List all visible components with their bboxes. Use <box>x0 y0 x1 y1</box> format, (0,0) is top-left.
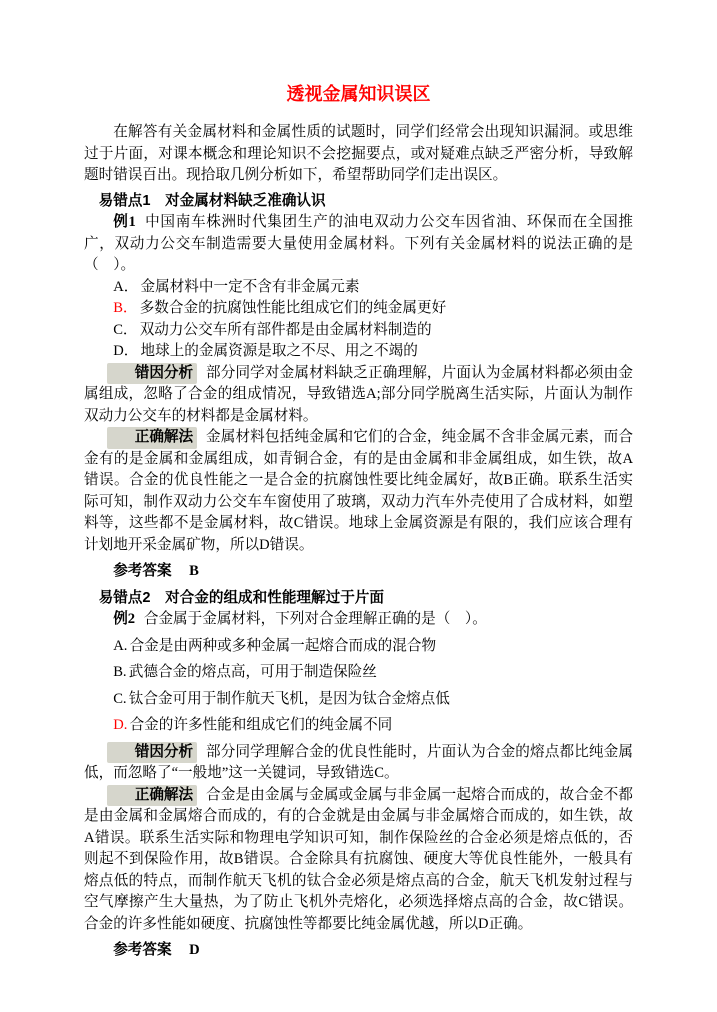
section2-option-d <box>113 715 633 737</box>
option-text: 多数合金的抗腐蚀性能比组成它们的纯金属更好 <box>139 300 447 316</box>
section2-heading: 易错点2 对合金的组成和性能理解过于片面 <box>98 589 384 606</box>
option-letter: C. <box>113 690 127 707</box>
solution-label: 正确解法 <box>107 427 197 449</box>
answer-value: B <box>189 563 199 579</box>
option-text: 武德合金的熔点高，可用于制造保险丝 <box>128 664 377 680</box>
section2-solution <box>84 785 633 936</box>
option-text: 钛合金可用于制作航天飞机，是因为钛合金熔点低 <box>128 690 450 707</box>
section1-solution <box>84 427 633 556</box>
section2-example-paragraph <box>84 609 633 631</box>
section-misconception-2 <box>84 588 633 962</box>
section-misconception-1 <box>84 191 633 583</box>
section2-option-a <box>113 636 633 658</box>
answer-label: 参考答案 <box>113 942 172 958</box>
error-analysis-text: 部分同学理解合金的优良性能时，片面认为合金的熔点都比纯金属低，而忽略了“一般地”这一关键词，导致错选C。 <box>84 743 633 781</box>
error-analysis-label: 错因分析 <box>107 363 197 385</box>
section2-option-c <box>113 689 633 711</box>
solution-text: 金属材料包括纯金属和它们的合金，纯金属不含非金属元素，而合金有的是金属和金属组成，如青铜合金，有的是由金属和非金属组成，如生铁，故A错误。合金的优良性能之一是合金的抗腐蚀性要比纯金属好，故B正确。联系生活实际可知，制作双动力公交车车窗使用了玻璃，双动力汽车外壳使用了合成材料，如塑料等，这些都不是金属材料，故C错误。地球上金属资源是有限的，我们应该合理有计划地开采金属矿物，所以D错误。 <box>84 429 633 553</box>
option-letter: D． <box>113 343 139 359</box>
solution-label: 正确解法 <box>107 785 197 807</box>
option-letter: C． <box>113 321 138 338</box>
option-letter-highlighted: B． <box>113 300 138 316</box>
section1-example-paragraph <box>84 212 633 277</box>
answer-value: D <box>189 942 200 958</box>
intro-paragraph: 在解答有关金属材料和金属性质的试题时，同学们经常会出现知识漏洞。或思维过于片面，对课本概念和理论知识不会挖掘要点，或对疑难点缺乏严密分析，导致解题时错误百出。现拾取几例分析如下，希望帮助同学们走出误区。 <box>84 124 633 183</box>
section2-example-label: 例2 <box>113 611 136 627</box>
error-analysis-text: 部分同学对金属材料缺乏正确理解，片面认为金属材料都必须由金属组成，忽略了合金的组成情况，导致错选A;部分同学脱离生活实际，片面认为制作双动力公交车的材料都是金属材料。 <box>84 364 633 424</box>
section2-error-analysis <box>84 742 633 785</box>
section1-option-d <box>113 341 633 363</box>
option-text: 金属材料中一定不含有非金属元素 <box>140 278 360 295</box>
solution-text: 合金是由金属与金属或金属与非金属一起熔合而成的，故合金不都是由金属和金属熔合而成的，有的合金就是由金属与非金属熔合而成的，如生铁，故A错误。联系生活实际和物理电学知识可知，制作保险丝的合金必须是熔点低的，否则起不到保险作用，故B错误。合金除具有抗腐蚀、硬度大等优良性能外，一般具有熔点低的特点，而制作航天飞机的钛合金必须是熔点高的合金，航天飞机发射过程与空气摩擦产生大量热，为了防止飞机外壳熔化，必须选择熔点高的合金，故C错误。合金的许多性能如硬度、抗腐蚀性等都要比纯金属优越，所以D正确。 <box>84 786 633 932</box>
section1-example-text: 中国南车株洲时代集团生产的油电双动力公交车因省油、环保而在全国推广，双动力公交车制造需要大量使用金属材料。下列有关金属材料的说法正确的是（ ）。 <box>84 214 633 273</box>
section1-example-label: 例1 <box>113 214 136 230</box>
error-analysis-label: 错因分析 <box>107 742 197 764</box>
option-text: 合金的许多性能和组成它们的纯金属不同 <box>129 717 393 733</box>
option-text: 地球上的金属资源是取之不尽、用之不竭的 <box>140 343 418 359</box>
option-letter-highlighted: D. <box>113 717 128 733</box>
option-letter: B. <box>113 664 127 680</box>
section2-option-b <box>113 662 633 684</box>
option-letter: A. <box>113 637 128 654</box>
section1-heading: 易错点1 对金属材料缺乏准确认识 <box>98 192 326 209</box>
option-letter: A． <box>113 278 139 295</box>
section1-error-analysis <box>84 363 633 428</box>
section1-option-c <box>113 320 633 342</box>
section1-option-a <box>113 277 633 299</box>
option-text: 双动力公交车所有部件都是由金属材料制造的 <box>139 321 432 338</box>
section2-example-text: 合金属于金属材料，下列对合金理解正确的是（ ）。 <box>143 611 487 627</box>
section1-option-b <box>113 298 633 320</box>
page-title: 透视金属知识误区 <box>286 84 431 104</box>
option-text: 合金是由两种或多种金属一起熔合而成的混合物 <box>129 637 437 654</box>
section2-answer <box>84 940 633 962</box>
section1-answer <box>84 561 633 583</box>
answer-label: 参考答案 <box>113 563 172 579</box>
